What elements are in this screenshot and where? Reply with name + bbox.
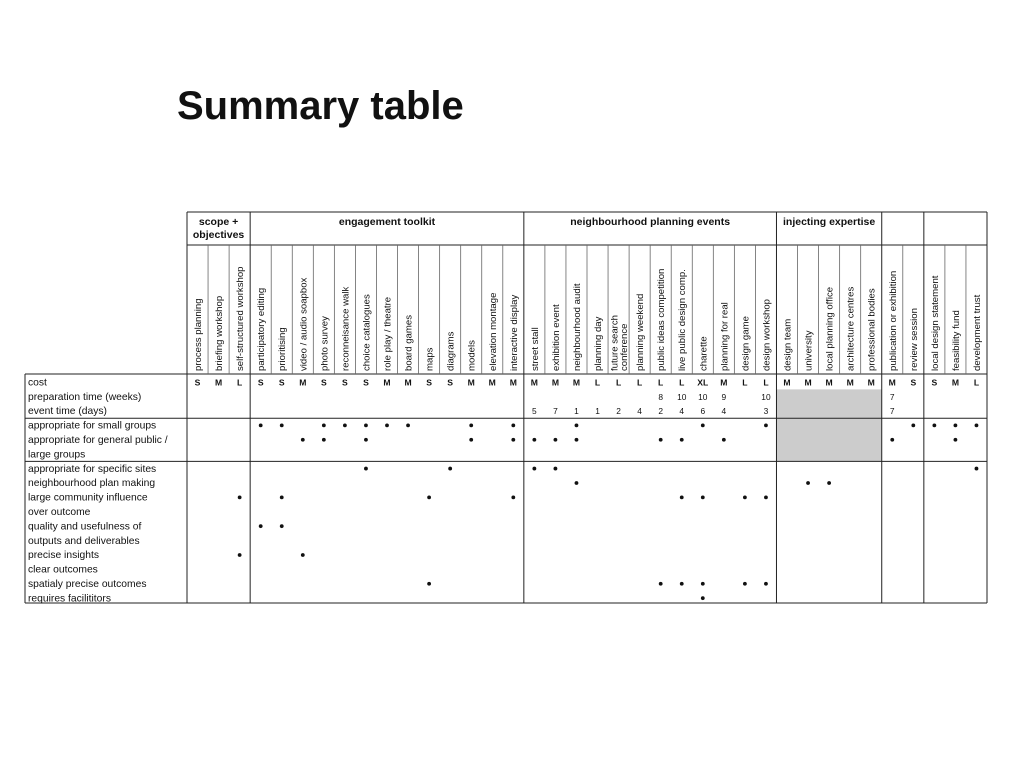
cost-code: L [973, 377, 980, 388]
column-header: elevation montage [487, 292, 499, 371]
column-header: choice catalogues [361, 294, 373, 371]
column-header: live public design comp. [677, 269, 689, 371]
shaded-block [776, 389, 881, 461]
cost-code: S [931, 377, 938, 388]
dot-marker [975, 467, 979, 471]
row-label: appropriate for general public / [28, 434, 168, 446]
cost-code: L [742, 377, 748, 388]
dot-marker [911, 423, 915, 427]
dot-marker [364, 467, 368, 471]
event-days: 2 [658, 406, 664, 417]
event-days: 1 [595, 406, 600, 417]
dot-marker [701, 596, 705, 600]
cost-code: M [299, 377, 307, 388]
dot-marker [954, 423, 958, 427]
dot-marker [238, 495, 242, 499]
dot-marker [280, 524, 284, 528]
dot-marker [322, 438, 326, 442]
dot-marker [511, 495, 515, 499]
cost-code: L [637, 377, 643, 388]
cost-code: XL [697, 377, 709, 388]
cost-code: M [720, 377, 728, 388]
cost-code: M [825, 377, 833, 388]
cost-code: S [426, 377, 432, 388]
cost-code: S [278, 377, 285, 388]
dot-marker [280, 495, 284, 499]
row-label: large groups [28, 449, 86, 461]
cost-code: M [867, 377, 875, 388]
cost-code: S [320, 377, 327, 388]
column-header: local planning office [824, 286, 836, 371]
column-header: process planning [193, 298, 204, 371]
dot-marker [385, 423, 389, 427]
group-header-label: injecting expertise [783, 216, 876, 228]
column-header: participatory editing [256, 287, 268, 371]
preparation-weeks: 10 [677, 391, 687, 402]
cost-code: S [447, 377, 454, 388]
column-header: neighbourhood audit [572, 283, 583, 371]
column-header: future search [609, 315, 621, 371]
dot-marker [659, 438, 663, 442]
dot-marker [259, 423, 263, 427]
dot-marker [954, 438, 958, 442]
row-label: requires facilititors [28, 593, 111, 605]
event-days: 1 [574, 406, 579, 417]
event-days: 4 [721, 406, 727, 417]
column-header: conference [618, 323, 630, 371]
group-headers [193, 216, 875, 241]
column-header: architecture centres [845, 286, 857, 371]
column-header: local design statement [929, 275, 941, 371]
dot-marker [722, 438, 726, 442]
column-header: design workshop [761, 299, 773, 371]
cost-code: S [257, 377, 264, 388]
dot-marker [343, 423, 347, 427]
dot-marker [575, 438, 579, 442]
row-label: outputs and deliverables [28, 535, 140, 547]
dot-marker [743, 582, 747, 586]
event-days: 4 [679, 406, 685, 417]
cost-code: M [804, 377, 812, 388]
dot-marker [406, 423, 410, 427]
dot-marker [827, 481, 831, 485]
dot-marker [575, 481, 579, 485]
dot-marker [659, 582, 663, 586]
slide-title: Summary table [177, 84, 464, 128]
row-label: neighbourhood plan making [28, 478, 156, 490]
preparation-weeks: 9 [721, 391, 727, 402]
cost-code: L [763, 377, 769, 388]
dot-marker [701, 582, 705, 586]
row-label: large community influence [28, 492, 148, 504]
dot-marker [238, 553, 242, 557]
cost-code: M [383, 377, 391, 388]
dot-marker [301, 553, 305, 557]
dot-marker [890, 438, 894, 442]
dot-marker [364, 438, 368, 442]
row-label: quality and usefulness of [28, 521, 142, 533]
event-days: 6 [700, 406, 706, 417]
cost-code: M [551, 377, 560, 388]
dot-marker [764, 582, 768, 586]
cost-code: M [888, 377, 896, 388]
column-header: planning for real [719, 302, 731, 371]
cost-code: M [509, 377, 517, 388]
column-header: self-structured workshop [235, 266, 247, 371]
row-label: appropriate for specific sites [28, 463, 157, 475]
dot-marker [701, 423, 705, 427]
column-header: prioritising [277, 327, 289, 371]
preparation-weeks: 7 [889, 391, 895, 402]
dot-marker [532, 467, 536, 471]
column-header: models [466, 340, 478, 371]
dot-marker [511, 438, 515, 442]
cost-code: M [846, 377, 854, 388]
dot-marker [806, 481, 810, 485]
dot-marker [427, 582, 431, 586]
cost-code: S [342, 377, 348, 388]
dot-marker [469, 438, 473, 442]
group-header-label: engagement toolkit [338, 216, 436, 228]
column-header: development trust [972, 294, 983, 371]
dot-marker [469, 423, 473, 427]
column-header: charette [698, 336, 710, 371]
cost-code: M [530, 377, 538, 388]
cost-code: L [615, 377, 622, 388]
dot-marker [301, 438, 305, 442]
column-header: university [803, 330, 815, 371]
cost-code: M [404, 377, 412, 388]
cost-code: M [214, 377, 223, 388]
dot-marker [511, 423, 515, 427]
cost-code: L [679, 377, 685, 388]
row-label: appropriate for small groups [28, 420, 157, 432]
row-label: cost [28, 377, 47, 389]
dot-marker [701, 495, 705, 499]
cost-code: L [594, 377, 601, 388]
dot-marker [554, 438, 558, 442]
column-header: public ideas competition [656, 268, 668, 371]
dot-marker [554, 467, 558, 471]
dot-marker [680, 582, 684, 586]
event-days: 5 [532, 406, 537, 417]
row-label: event time (days) [28, 406, 107, 418]
cost-code: L [658, 377, 664, 388]
column-header: street stall [529, 327, 541, 371]
dot-marker [932, 423, 936, 427]
event-days: 3 [763, 406, 769, 417]
row-label: clear outcomes [28, 564, 98, 576]
event-days: 7 [553, 406, 558, 417]
shaded-cells [776, 389, 881, 461]
column-header: reconneisance walk [340, 286, 352, 371]
column-header: maps [424, 347, 436, 371]
cost-code: M [783, 377, 791, 388]
column-header: design game [740, 316, 752, 371]
dot-marker [532, 438, 536, 442]
column-header: publication or exhibition [887, 270, 899, 371]
event-days: 2 [616, 406, 621, 417]
cost-code: S [194, 377, 201, 388]
dot-marker [975, 423, 979, 427]
column-header: briefing workshop [214, 295, 226, 371]
dot-marker [322, 423, 326, 427]
row-label: preparation time (weeks) [28, 391, 142, 403]
cost-code: L [237, 377, 243, 388]
column-header: board games [403, 315, 415, 371]
column-header: exhibition event [550, 304, 562, 371]
event-days: 4 [637, 406, 642, 417]
column-header: planning day [593, 316, 604, 371]
dot-marker [764, 495, 768, 499]
group-header-label: objectives [192, 229, 245, 241]
preparation-weeks: 10 [698, 391, 708, 402]
row-labels [28, 377, 168, 604]
column-header: role play / theatre [382, 296, 394, 371]
dot-marker [764, 423, 768, 427]
cost-code: M [572, 377, 581, 388]
cost-code: S [910, 377, 917, 388]
dot-marker [680, 438, 684, 442]
dot-marker [427, 495, 431, 499]
column-headers [193, 266, 983, 371]
dot-marker [448, 467, 452, 471]
column-header: design team [782, 318, 794, 371]
cost-code: S [363, 377, 369, 388]
dot-marker [364, 423, 368, 427]
column-header: video / audio soapbox [298, 277, 310, 371]
row-label: spatialy precise outcomes [28, 578, 147, 590]
row-label: precise insights [28, 550, 99, 562]
group-header-label: scope + [198, 216, 239, 228]
column-header: review session [908, 308, 920, 371]
dot-marker [280, 423, 284, 427]
row-label: over outcome [28, 506, 91, 518]
cost-code: M [951, 377, 960, 388]
column-header: feasibility fund [950, 310, 962, 371]
event-days: 7 [889, 406, 895, 417]
dot-marker [743, 495, 747, 499]
dot-marker [680, 495, 684, 499]
column-header: diagrams [445, 331, 457, 371]
cost-code: M [467, 377, 475, 388]
column-header: interactive display [508, 294, 520, 371]
group-header-label: neighbourhood planning events [570, 216, 731, 228]
cost-code: M [488, 377, 496, 388]
column-header: planning weekend [635, 293, 647, 371]
column-header: professional bodies [866, 288, 878, 371]
dot-marker [575, 423, 579, 427]
dot-marker [259, 524, 263, 528]
column-header: photo survey [319, 316, 331, 371]
preparation-weeks: 8 [658, 391, 664, 402]
preparation-weeks: 10 [761, 391, 771, 402]
